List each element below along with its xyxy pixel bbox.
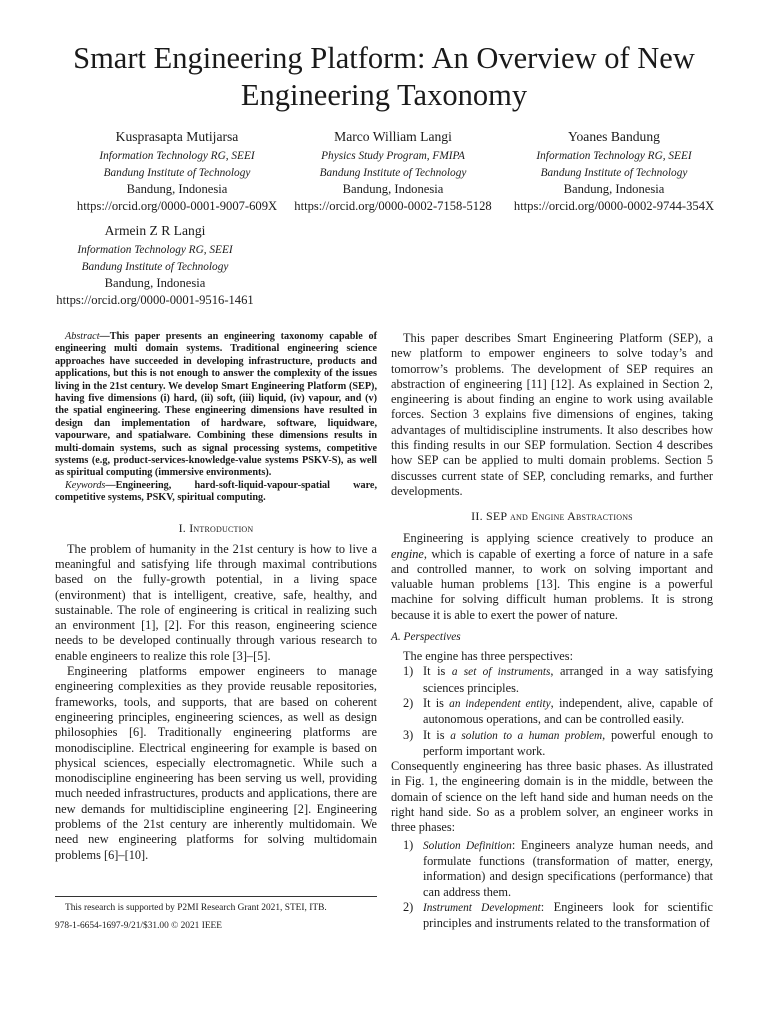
intro-paragraph-1: The problem of humanity in the 21st century is how to live a meaningful and satisfying life through maximal contributions based on the fully-growth potential, in a living space (environment) that is intelligent, creative, safe, healthy, and sustainable. The role of engineering is critical in realizing such an environment [1], [2]. For this reason, engineering science needs to be developed continually through various research to enable engineers to realize this role [3]–[5]. — [55, 541, 377, 663]
text-run: It is — [423, 695, 450, 710]
author-institution: Bandung Institute of Technology — [81, 260, 229, 273]
paper-title: Smart Engineering Platform: An Overview of New Engineering Taxonomy — [73, 41, 695, 112]
emphasis: a solution to a human problem — [450, 729, 603, 742]
list-number: 2) — [403, 695, 414, 710]
overview-paragraph: This paper describes Smart Engineering Platform (SEP), a new platform to empower engineers to solve today’s and tomorrow’s problems. The development of SEP requires an abstraction of engineering [11] [12]. As explained in Section 2, engineering is about finding an engine to work using available forces. Section 3 explains five dimensions of engines, taking advantages of multidiscipline instruments. It also describes how this finding results in our SEP formulation. Section 4 describes how SEP can be applied to multi domain problems. Section 5 discusses current state of SEP, concluding remarks, and further developments. — [391, 331, 713, 498]
text-run: It is — [423, 727, 451, 742]
list-item — [391, 900, 713, 932]
author-institution: Bandung Institute of Technology — [540, 166, 688, 179]
section-number: I. — [178, 520, 187, 535]
text-run: , which is capable of exerting a force of nature in a safe and controlled manner, to work on solving important and valuable human problems [13]. This engine is a powerful machine for solving difficult human problems. It is strong because it is able to exert the power of nature. — [391, 546, 713, 622]
keywords-label: Keywords — [65, 479, 106, 491]
section-heading-introduction — [55, 521, 377, 536]
text-run: Engineering is applying science creatively to produce an — [403, 531, 713, 546]
keywords-text: —Engineering, hard-soft-liquid-vapour-spatial ware, competitive systems, PSKV, spiritual computing. — [55, 479, 377, 504]
section-title: SEP and Engine Abstractions — [485, 509, 633, 524]
author-orcid: https://orcid.org/0000-0002-7158-5128 — [294, 198, 492, 213]
text-run: , arranged in a way satisfying sciences principles. — [423, 664, 713, 695]
author-name: Armein Z R Langi — [104, 223, 206, 238]
abstract-label: Abstract — [65, 331, 100, 342]
subsection-heading: A. Perspectives — [391, 631, 461, 644]
phase-term: Solution Definition — [423, 839, 512, 852]
right-column — [391, 331, 713, 931]
author-orcid: https://orcid.org/0000-0002-9744-354X — [513, 198, 715, 213]
author-institution: Bandung Institute of Technology — [319, 166, 467, 179]
phase-term: Instrument Development — [423, 901, 541, 914]
left-column — [55, 331, 377, 863]
text-run: : Engineers look for scientific principles and instruments related to the transformation of — [423, 899, 713, 931]
author-block — [48, 222, 262, 308]
author-institution: Bandung Institute of Technology — [103, 166, 251, 179]
emphasis: an independent entity — [449, 697, 551, 710]
list-item — [391, 838, 713, 900]
text-run: , powerful enough to perform important work. — [423, 727, 713, 758]
author-orcid: https://orcid.org/0000-0001-9007-609X — [76, 198, 278, 213]
copyright-notice: 978-1-6654-1697-9/21/$31.00 © 2021 IEEE — [55, 921, 222, 931]
phases-intro: Consequently engineering has three basic phases. As illustrated in Fig. 1, the engineering domain is in the middle, between the domain of science on the left hand side and human needs on the right hand side. So as a problem solver, an engineer works in three phases: — [391, 759, 713, 835]
author-dept: Information Technology RG, SEEI — [99, 150, 255, 162]
author-city: Bandung, Indonesia — [563, 182, 665, 196]
text-run: It is — [423, 664, 452, 679]
footnote-divider — [55, 896, 377, 897]
author-name: Yoanes Bandung — [568, 129, 660, 144]
section-number: II. — [471, 509, 483, 524]
footnote: This research is supported by P2MI Research Grant 2021, STEI, ITB. — [65, 903, 327, 913]
author-name: Marco William Langi — [334, 129, 452, 144]
perspectives-list — [391, 664, 713, 759]
author-block — [508, 128, 720, 214]
engine-term: engine — [391, 546, 424, 561]
list-item — [391, 728, 713, 760]
author-orcid: https://orcid.org/0000-0001-9516-1461 — [56, 292, 254, 307]
text-run: : Engineers analyze human needs, and formulate functions (transformation of matter, energy, information) and design specifications (performance) that can address them. — [423, 837, 713, 899]
list-item — [391, 664, 713, 696]
author-city: Bandung, Indonesia — [342, 182, 444, 196]
author-city: Bandung, Indonesia — [126, 182, 228, 196]
author-block — [68, 128, 286, 214]
section-title: Introduction — [189, 520, 254, 535]
engineering-paragraph — [391, 531, 713, 623]
phases-list — [391, 838, 713, 932]
author-block — [288, 128, 498, 214]
list-number: 3) — [403, 727, 414, 742]
author-dept: Information Technology RG, SEEI — [77, 244, 233, 256]
section-heading-sep — [391, 509, 713, 524]
list-number: 1) — [403, 664, 414, 679]
text-run: , independent, alive, capable of autonomous operations, and can be controlled easily. — [423, 695, 713, 727]
author-city: Bandung, Indonesia — [104, 276, 206, 290]
list-number: 1) — [403, 837, 414, 852]
abstract-text: —This paper presents an engineering taxonomy capable of engineering multi domain systems. Traditional engineering science approaches have succeeded in developing infrastructure, products and applications, but this is not enough to answer the complexity of the issues living in the 21st century. We develop Smart Engineering Platform (SEP), having five dimensions (i) hard, (ii) soft, (iii) liquid, (iv) vapour, and (v) the spatial engineering. These engineering dimensions have resulted in design dan implementation of hardware, software, liquidware, vapourware, and spatialware. Combining these dimensions results in multi-domain systems, such as signal processing systems, competitive systems (e.g, product-services-knowledge-value systems PSKV-S), as well as spiritual computing (immersive environments). — [55, 331, 377, 479]
perspectives-intro: The engine has three perspectives: — [403, 649, 573, 664]
list-item — [391, 696, 713, 728]
author-dept: Physics Study Program, FMIPA — [321, 150, 465, 162]
emphasis: a set of instruments — [451, 666, 551, 679]
author-dept: Information Technology RG, SEEI — [536, 150, 692, 162]
keywords — [55, 480, 377, 505]
list-number: 2) — [403, 899, 414, 914]
abstract — [55, 331, 377, 480]
intro-paragraph-2: Engineering platforms empower engineers to manage engineering complexities as they provide reusable repositories, frameworks, tools, and supports, that are based on coherent engineering principles, engineering sciences, as well as design philosophies [6]. Traditionally engineering platforms are monodiscipline. Electrical engineering for example is based on physical sciences, especially electromagnetic. While such a monodiscipline engineering has been serving us well, providing much needed infrastructures, products and applications, there are new demands for multidiscipline engineering [2]. Engineering problems of the 21st century are inherently multidomain. We need new engineering platforms for solving multidomain problems [6]–[10]. — [55, 664, 377, 862]
author-name: Kusprasapta Mutijarsa — [115, 129, 239, 144]
